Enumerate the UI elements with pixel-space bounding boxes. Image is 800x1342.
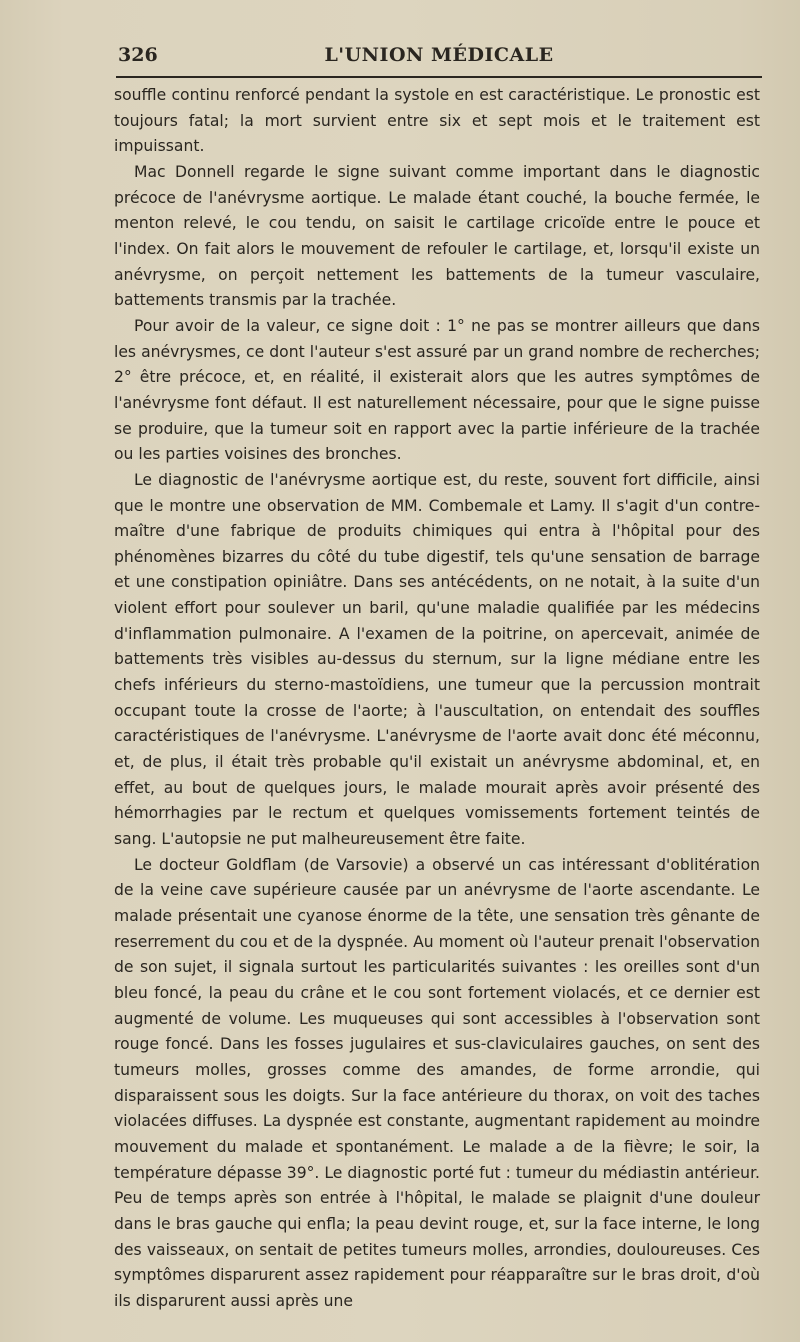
paragraph-continuation: souffle continu renforcé pendant la systole en est caractéristique. Le pronostic est toujours fatal; la mort survient entre six et sept mois et le traitement est impuissant. <box>114 86 760 156</box>
paragraph-mac-donnell-sign: Mac Donnell regarde le signe suivant comme important dans le diagnostic précoce de l'anévrysme aortique. Le malade étant couché, la bouche fermée, le menton relevé, le cou tendu, on saisit le cartilage cricoïde entre le pouce et l'index. On fait alors le mouvement de refouler le cartilage, et, lorsqu'il existe un anévrysme, on perçoit nettement les battements de la tumeur vasculaire, battements transmis par la trachée. <box>114 162 760 310</box>
header-rule <box>116 76 762 78</box>
page-header <box>118 40 760 72</box>
body-text <box>114 83 760 1315</box>
running-title: L'UNION MÉDICALE <box>324 44 554 66</box>
paragraph-diagnosis-observation: Le diagnostic de l'anévrysme aortique est, du reste, souvent fort difficile, ainsi que le montre une observation de MM. Combemale et Lamy. Il s'agit d'un contre-maître d'une fabrique de produits chimiques qui entra à l'hôpital pour des phénomènes bizarres du côté du tube digestif, tels qu'une sensation de barrage et une constipation opiniâtre. Dans ses antécédents, on ne notait, à la suite d'un violent effort pour soulever un baril, qu'une maladie qualifiée par les médecins d'inflammation pulmonaire. A l'examen de la poitrine, on apercevait, animée de battements très visibles au-dessus du sternum, sur la ligne médiane entre les chefs inférieurs du sterno-mastoïdiens, une tumeur que la percussion montrait occupant toute la crosse de l'aorte; à l'auscultation, on entendait des souffles caractéristiques de l'anévrysme. L'anévrysme de l'aorte avait donc été méconnu, et, de plus, il était très probable qu'il existait un anévrysme abdominal, et, en effet, au bout de quelques jours, le malade mourait après avoir présenté des hémorrhagies par le rectum et quelques vomissements fortement teintés de sang. L'autopsie ne put malheureusement être faite. <box>114 470 760 849</box>
paragraph-sign-value: Pour avoir de la valeur, ce signe doit : 1° ne pas se montrer ailleurs que dans les anévrysmes, ce dont l'auteur s'est assuré par un grand nombre de recherches; 2° être précoce, et, en réalité, il existerait alors que les autres symptômes de l'anévrysme font défaut. Il est naturellement nécessaire, pour que le signe puisse se produire, que la tumeur soit en rapport avec la partie inférieure de la trachée ou les parties voisines des bronches. <box>114 316 760 464</box>
page-number: 326 <box>118 44 158 66</box>
paragraph-goldflam-case: Le docteur Goldflam (de Varsovie) a observé un cas intéressant d'oblitération de la veine cave supérieure causée par un anévrysme de l'aorte ascendante. Le malade présentait une cyanose énorme de la tête, une sensation très gênante de reserrement du cou et de la dyspnée. Au moment où l'auteur prenait l'observation de son sujet, il signala surtout les particularités suivantes : les oreilles sont d'un bleu foncé, la peau du crâne et le cou sont fortement violacés, et ce dernier est augmenté de volume. Les muqueuses qui sont accessibles à l'observation sont rouge foncé. Dans les fosses jugulaires et sus-claviculaires gauches, on sent des tumeurs molles, grosses comme des amandes, de forme arrondie, qui disparaissent sous les doigts. Sur la face antérieure du thorax, on voit des taches violacées diffuses. La dyspnée est constante, augmentant rapidement au moindre mouvement du malade et spontanément. Le malade a de la fièvre; le soir, la température dépasse 39°. Le diagnostic porté fut : tumeur du médiastin antérieur. Peu de temps après son entrée à l'hôpital, le malade se plaignit d'une douleur dans le bras gauche qui enfla; la peau devint rouge, et, sur la face interne, le long des vaisseaux, on sentait de petites tumeurs molles, arrondies, douloureuses. Ces symptômes disparurent assez rapidement pour réapparaître sur le bras droit, d'où ils disparurent aussi après une <box>114 855 760 1310</box>
